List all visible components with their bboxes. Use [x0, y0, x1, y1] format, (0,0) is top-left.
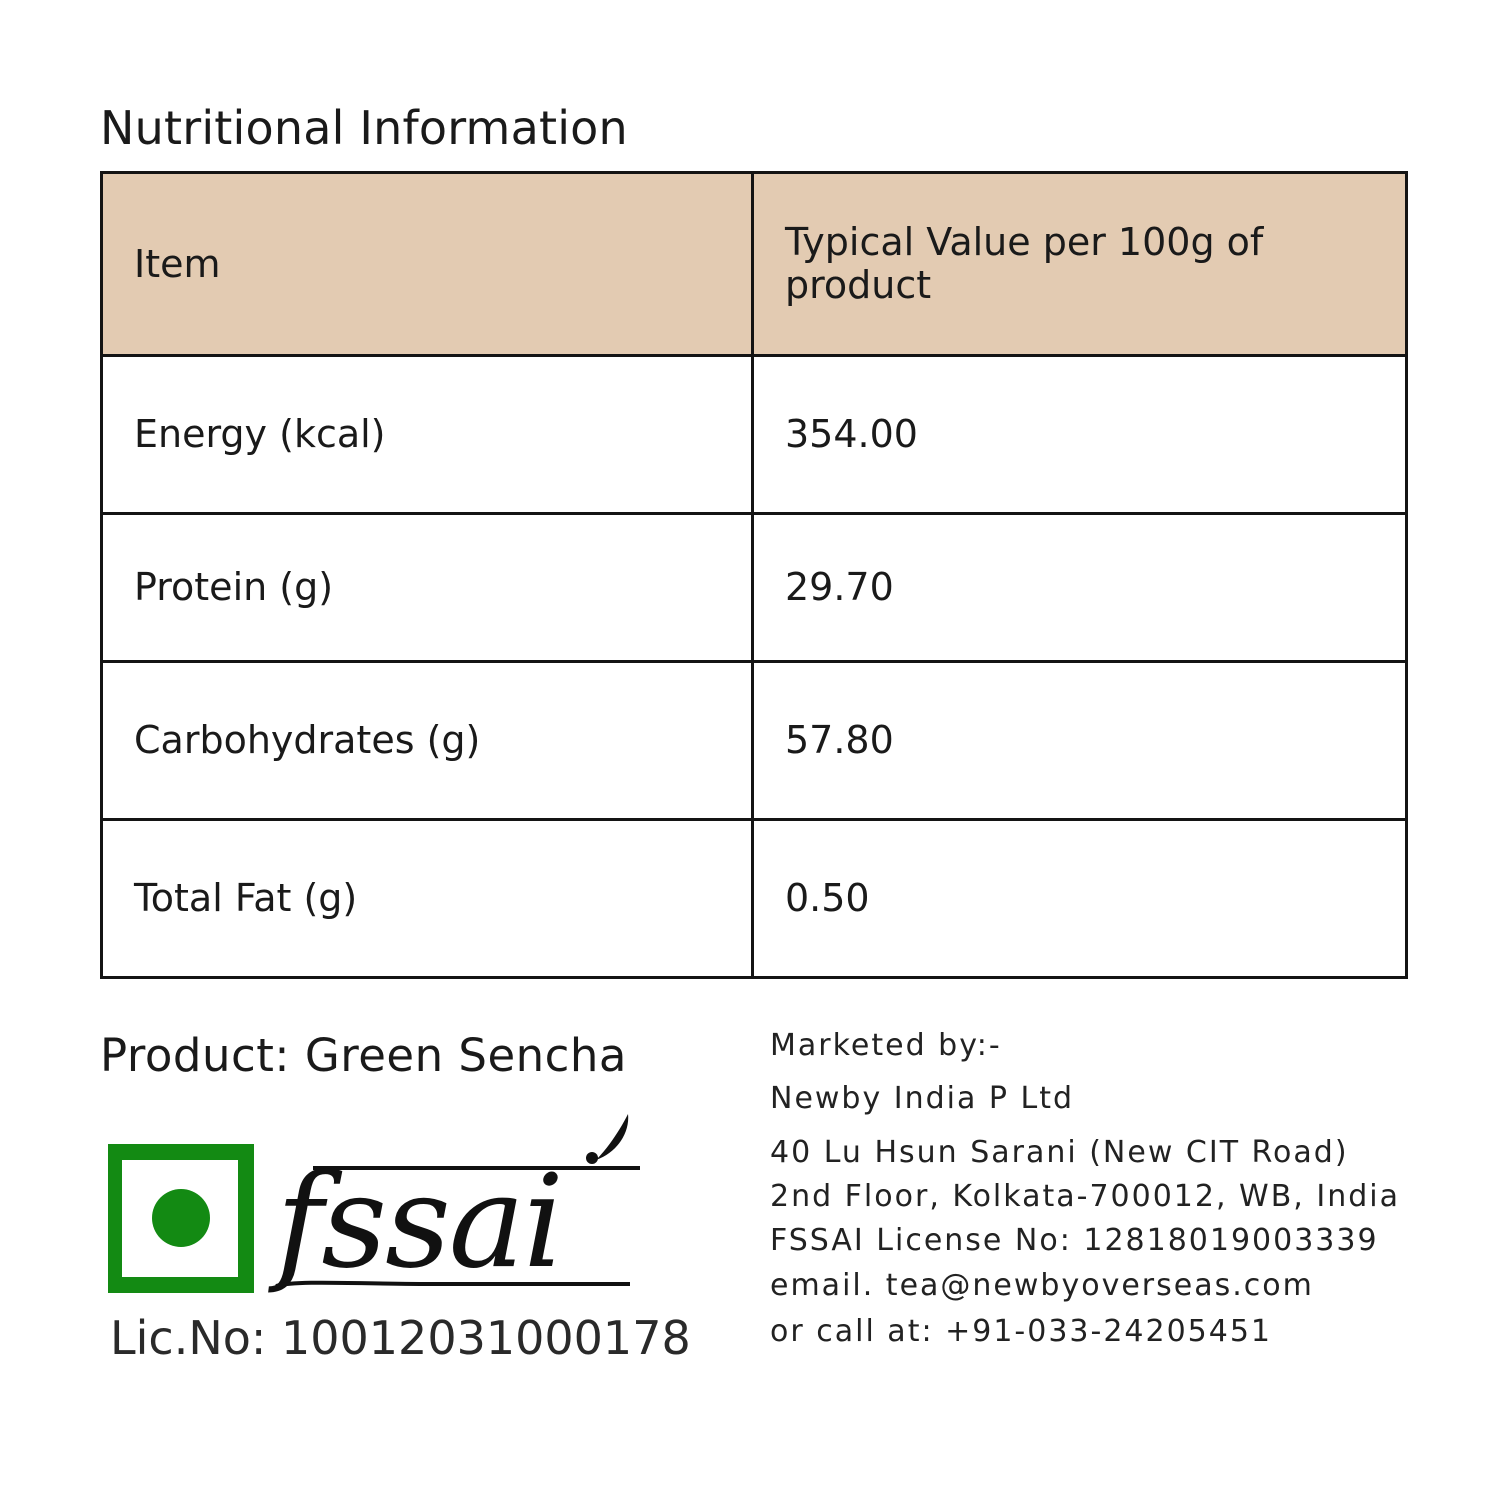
fssai-logo-icon [108, 1108, 648, 1298]
row-item-total-fat: Total Fat (g) [102, 820, 753, 978]
row-value-carbohydrates: 57.80 [753, 662, 1407, 820]
veg-mark-dot [152, 1189, 210, 1247]
row-item-carbohydrates: Carbohydrates (g) [102, 662, 753, 820]
contact-email: email. tea@newbyoverseas.com [770, 1268, 1314, 1303]
row-value-protein: 29.70 [753, 514, 1407, 662]
row-item-energy: Energy (kcal) [102, 356, 753, 514]
nutrition-table [100, 171, 1408, 979]
address-line-1: 40 Lu Hsun Sarani (New CIT Road) [770, 1135, 1349, 1170]
address-line-2: 2nd Floor, Kolkata-700012, WB, India [770, 1179, 1400, 1214]
column-header-item: Item [102, 173, 753, 356]
row-value-energy: 354.00 [753, 356, 1407, 514]
row-value-total-fat: 0.50 [753, 820, 1407, 978]
page-title: Nutritional Information [100, 101, 628, 155]
column-header-value: Typical Value per 100g of product [753, 173, 1407, 356]
product-name: Product: Green Sencha [100, 1029, 628, 1082]
marketed-by-heading: Marketed by:- [770, 1028, 1002, 1063]
table-row [102, 514, 1407, 662]
leaf-mark [596, 1114, 628, 1160]
company-name: Newby India P Ltd [770, 1081, 1075, 1116]
table-row [102, 662, 1407, 820]
table-row [102, 356, 1407, 514]
row-item-protein: Protein (g) [102, 514, 753, 662]
fssai-wordmark: fssai [276, 1148, 562, 1297]
contact-phone: or call at: +91-033-24205451 [770, 1314, 1273, 1349]
table-row [102, 820, 1407, 978]
table-header-row [102, 173, 1407, 356]
marketed-by-block [770, 1026, 1470, 1355]
fssai-license: Lic.No: 10012031000178 [110, 1311, 691, 1365]
fssai-license-number: FSSAI License No: 12818019003339 [770, 1223, 1379, 1258]
